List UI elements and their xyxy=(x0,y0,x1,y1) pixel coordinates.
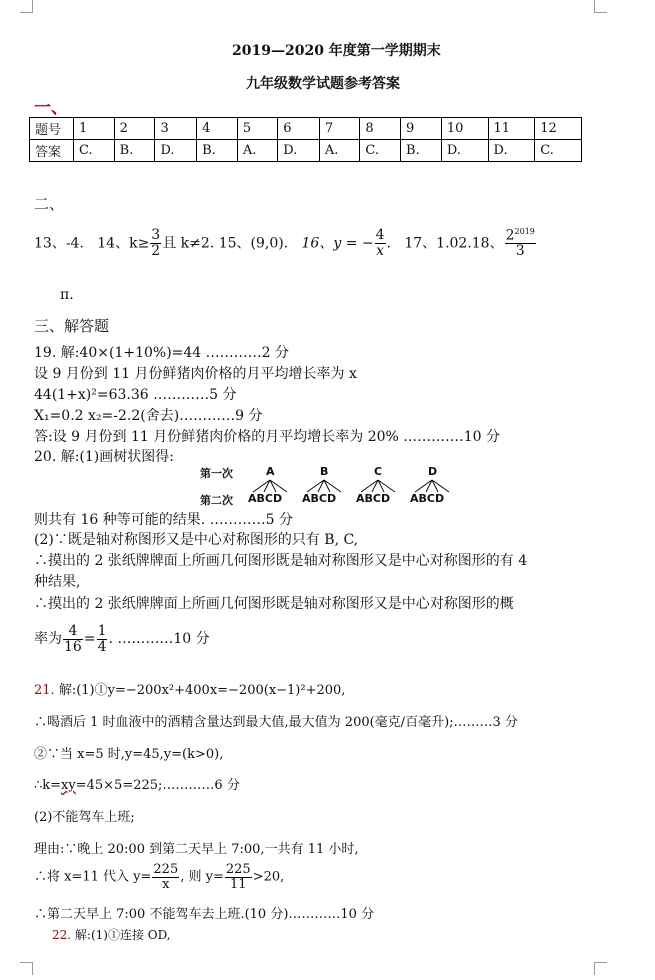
q21-line-4: ∴k=xy=45×5=225;…………6 分 xyxy=(34,778,240,793)
fraction-225-x: $\frac{225}{x}$ xyxy=(153,862,179,892)
tree-diagram xyxy=(200,462,460,510)
corner-mark-top-right xyxy=(594,0,607,13)
q19-line: 44(1+x)²=63.36 …………5 分 xyxy=(34,387,237,403)
table-cell: 3 xyxy=(155,118,197,140)
table-cell: C. xyxy=(535,140,582,162)
section-three-heading: 三、解答题 xyxy=(34,317,110,335)
answer-13: 13、-4. xyxy=(34,235,84,252)
row-label: 答案 xyxy=(30,140,74,162)
fraction-4-16: $\frac{4}{16}$ xyxy=(64,623,82,655)
table-cell: D. xyxy=(488,140,535,162)
table-cell: 1 xyxy=(74,118,115,140)
page-title: 2019—2020 年度第一学期期末 xyxy=(232,43,441,59)
table-cell: B. xyxy=(114,140,155,162)
tree-leaves-d: ABCD xyxy=(410,492,445,505)
q21-line-1: 21. 解:(1)①y=−200x²+400x=−200(x−1)²+200, xyxy=(34,683,346,698)
q20-line: 则共有 16 种等可能的结果. …………5 分 xyxy=(34,512,293,528)
tree-row2-label: 第二次 xyxy=(200,494,233,507)
corner-mark-bottom-left xyxy=(20,962,33,975)
tree-node-d: D xyxy=(428,465,438,478)
q22-number: 22. xyxy=(52,928,72,942)
table-row xyxy=(30,140,582,162)
table-row xyxy=(30,118,582,140)
answer-16-prefix: 16、y = − xyxy=(301,235,374,252)
section-one-heading: 一、 xyxy=(34,98,68,118)
tree-leaves-a: ABCD xyxy=(248,492,283,505)
answer-16-suffix: . xyxy=(386,235,391,252)
q21-line-6: 理由:∵晚上 20:00 到第二天早上 7:00,一共有 11 小时, xyxy=(34,842,359,857)
corner-mark-bottom-right xyxy=(594,962,607,975)
q19-line: 19. 解:40×(1+10%)=44 …………2 分 xyxy=(34,345,290,361)
table-cell: A. xyxy=(237,140,277,162)
table-cell: 2 xyxy=(114,118,155,140)
table-cell: 9 xyxy=(401,118,442,140)
section-two-heading: 二、 xyxy=(34,195,65,213)
table-cell: 7 xyxy=(319,118,359,140)
q20-line: 种结果, xyxy=(34,574,81,590)
table-cell: D. xyxy=(278,140,320,162)
table-cell: D. xyxy=(441,140,488,162)
table-cell: B. xyxy=(197,140,238,162)
tree-row1-label: 第一次 xyxy=(200,467,233,480)
table-cell: 8 xyxy=(360,118,401,140)
q20-line: (2)∵既是轴对称图形又是中心对称图形的只有 B, C, xyxy=(34,532,359,548)
q21-number: 21. xyxy=(34,683,55,698)
table-cell: 11 xyxy=(488,118,535,140)
tree-node-a: A xyxy=(266,465,275,478)
tree-node-b: B xyxy=(320,465,329,478)
table-cell: D. xyxy=(155,140,197,162)
answer-14-prefix: 14、k≥ xyxy=(97,235,150,252)
answer-table xyxy=(29,117,582,162)
fill-in-answers-line xyxy=(34,228,537,259)
q21-line-5: (2)不能驾车上班; xyxy=(34,810,135,825)
q20-line: ∴摸出的 2 张纸牌牌面上所画几何图形既是轴对称图形又是中心对称图形的有 4 xyxy=(34,553,528,569)
answer-18-continued: π. xyxy=(60,287,74,303)
table-cell: B. xyxy=(401,140,442,162)
row-label: 题号 xyxy=(30,118,74,140)
table-cell: A. xyxy=(319,140,359,162)
corner-mark-top-left xyxy=(20,0,33,13)
fraction-18: $\frac{2^{2019}}{3}$ xyxy=(505,227,535,260)
fraction-16: $\frac{4}{x}$ xyxy=(375,227,385,260)
table-cell: 12 xyxy=(535,118,582,140)
answer-14-15: 且 k≠2. 15、(9,0). xyxy=(162,235,289,252)
table-cell: 10 xyxy=(441,118,488,140)
q21-line-3: ②∵当 x=5 时,y=45,y=(k>0), xyxy=(34,747,224,762)
fraction-225-11: $\frac{225}{11}$ xyxy=(225,862,251,892)
fraction-14: $\frac{3}{2}$ xyxy=(151,227,161,260)
tree-leaves-b: ABCD xyxy=(302,492,337,505)
table-cell: 5 xyxy=(237,118,277,140)
q19-line: X₁=0.2 x₂=-2.2(舍去)…………9 分 xyxy=(34,408,263,424)
q21-line-2: ∴喝酒后 1 时血液中的酒精含量达到最大值,最大值为 200(毫克/百毫升);………3 分 xyxy=(34,715,518,730)
tree-leaves-c: ABCD xyxy=(356,492,391,505)
q21-line-8: ∴第二天早上 7:00 不能驾车去上班.(10 分)…………10 分 xyxy=(34,907,375,922)
table-cell: 6 xyxy=(278,118,320,140)
q20-probability-line: 率为 $\frac{4}{16}$ = $\frac{1}{4}$ . …………10 分 xyxy=(34,623,210,655)
table-cell: C. xyxy=(74,140,115,162)
answer-17-18: 17、1.02.18、 xyxy=(404,235,504,252)
q19-line: 设 9 月份到 11 月份鲜猪肉价格的月平均增长率为 x xyxy=(34,366,357,382)
q22-line-1: 22. 解:(1)①连接 OD, xyxy=(52,928,171,942)
page-subtitle: 九年级数学试题参考答案 xyxy=(246,76,400,92)
q20-line: ∴摸出的 2 张纸牌牌面上所画几何图形既是轴对称图形又是中心对称图形的概 xyxy=(34,596,514,612)
table-cell: C. xyxy=(360,140,401,162)
q20-heading: 20. 解:(1)画树状图得: xyxy=(34,449,174,465)
q19-line: 答:设 9 月份到 11 月份鲜猪肉价格的月平均增长率为 20% .…………10 分 xyxy=(34,429,500,445)
tree-node-c: C xyxy=(374,465,383,478)
fraction-1-4: $\frac{1}{4}$ xyxy=(97,623,107,655)
q21-line-7: ∴将 x=11 代入 y= $\frac{225}{x}$ , 则 y= $\frac{225}{11}$ >20, xyxy=(34,862,285,892)
table-cell: 4 xyxy=(197,118,238,140)
